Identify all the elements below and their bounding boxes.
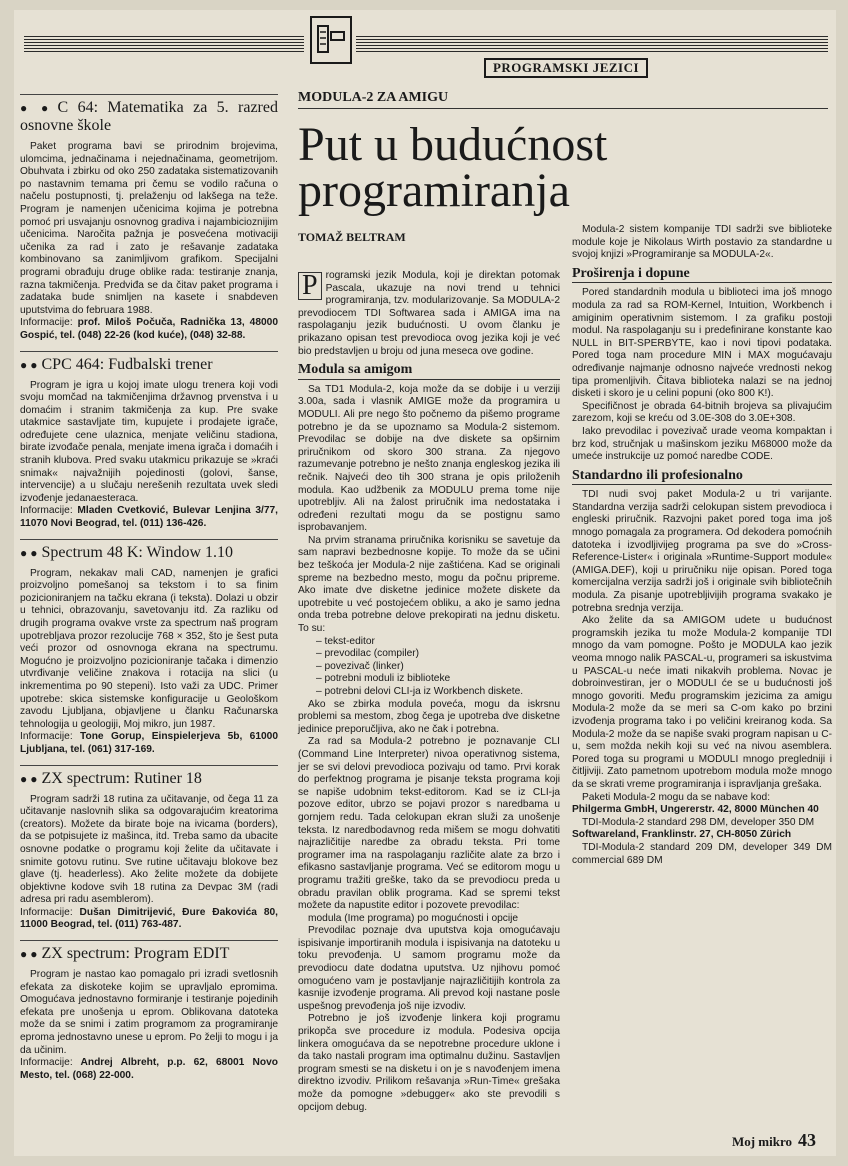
header-rule-left: [24, 34, 304, 52]
subheading-standard: Standardno ili profesionalno: [572, 470, 832, 486]
paragraph: Prevodilac poznaje dva uputstva koja omogućavaju ispisivanje importiranih modula i ispisivanja na datoteku u toku prevođenja. U samom programu može da prevodiocu date dodatna uputstva. Uz njihovu pomoć omogućeno vam je postavljanje najrazličitijih kontrola za kasnije izvođenje programa. Ali prevod koji nastane posle uspešnog prevođenja još nije izvodiv.: [298, 925, 560, 1012]
article-column-middle: [298, 270, 560, 1114]
paragraph: Modula-2 sistem kompanije TDI sadrži sve biblioteke module koje je Nikolaus Wirth postavio za standardne u svojoj knjizi »Programiranje sa MODULA-2«.: [572, 224, 832, 261]
article-intro: P rogramski jezik Modula, koji je direktan potomak Pascala, ukazuje na novi trend u tehnici programiranja, tzv. modularizovanje. Sa MODULA-2 prevodiocem TDI Softwarea sada i AMIGA ima na raspolaganju jezik budućnosti. U ovom članku je prikazano opisan test prevodioca ovog jezika koji je već bio predstavljen u broju od juna meseca ove godine.: [298, 270, 560, 357]
paragraph: Specifičnost je obrada 64-bitnih brojeva sa plivajućim zarezom, koji se kreću od 3.0E-308 do 3.0E+308.: [572, 400, 832, 425]
paragraph: Sa TD1 Modula-2, koja može da se dobije i u verziji 3.00a, sada i vlasnik AMIGE može da programira u MODULI. Ali pre nego što počnemo da pišemo programe potrebno je da se upoznamo sa Modula-2 sistemom. Prevodilac se dobije na dve diskete sa opširnim priručnikom od skoro 300 strana. Za njegovo razumevanje potrebno je nešto znanja engleskog jezika ili rečnik. Najveći deo tih 300 strana je opis priloženih modula. Kao udžbenik za MODULU prema tome nije upotrebljiv. Ali na žalost priručnik ima nedostataka i određeni rezultati mogu da se postignu samo isprobavanjem.: [298, 383, 560, 534]
magazine-page: [14, 10, 836, 1156]
section-label: PROGRAMSKI JEZICI: [484, 58, 648, 78]
item-info: Informacije: prof. Miloš Počuča, Radnička 13, 48000 Gospić, tel. (048) 22-26 (kod kuće), (048) 32-88.: [20, 317, 278, 341]
bullet-icon: ● ●: [20, 947, 38, 962]
list-item: [20, 351, 278, 531]
magazine-name: Moj mikro: [731, 1134, 792, 1149]
item-title: ● ● C 64: Matematika za 5. razred osnovne škole: [20, 94, 278, 135]
list-item: – tekst-editor: [316, 636, 560, 649]
vendor-address: Philgerma GmbH, Ungererstr. 42, 8000 München 40: [572, 804, 819, 816]
paragraph: Na prvim stranama priručnika korisniku se savetuje da sam napravi bezbednosne kopije. To može da se učini bez teškoća jer Modula-2 nije zaštićena. Kad se originali spreme na bezbedno mesto, mogu da počnu pripreme. Ako imate dve disketne jedinice možete diskete da upotrebite u već postojećem obliku, a ako je samo jedna onda treba potrebne delove prekopirati na jednu disketu. To su:: [298, 534, 560, 635]
section-logo-icon: [310, 16, 352, 64]
list-item: – potrebni moduli iz biblioteke: [316, 673, 560, 686]
bullet-icon: ● ●: [20, 101, 54, 115]
vendor-prices: TDI-Modula-2 standard 209 DM, developer 349 DM commercial 689 DM: [572, 841, 832, 866]
list-item: [20, 765, 278, 933]
list-item: [20, 94, 278, 343]
item-body: Program je nastao kao pomagalo pri izradi svetlosnih efekata za diskoteke kojim se upravljalo epromima. Omogućava jednostavno formiranje i testiranje pojedinih efekata pre unošenja u eprom. Oblikovana datoteka može da se snimi i zatim programom za programiranje eproma jednostavno unese u eprom. Po želji to mogu i ja da učinim.: [20, 969, 278, 1056]
item-body: Program je igra u kojoj imate ulogu trenera koji vodi svoju momčad na takmičenjima državnog prvenstva i u domaćim i stranim takmičenja za kup. Pre svake utakmice sastavljate tim, kupujete i prodajete igrače, određujete cene ulaznica, menjate veličinu stadiona, birate izvođače penala, menjate imena igrača i domaćih i stranih klubova. Pred svaku utakmicu prikazuje se »kraći snimak« najvažnijih pojedinosti (golovi, šanse, intervencije) a u slučaju nerešenih rezultata uvek sledi izvođenje jedanaesteraca.: [20, 379, 278, 504]
paragraph: Ako se zbirka modula poveća, mogu da iskrsnu problemi sa mestom, zbog čega je upotreba dve disketne jedinice preporučljiva, ako ne čak i potrebna.: [298, 698, 560, 735]
item-title: ● ● ZX spectrum: Program EDIT: [20, 940, 278, 963]
vendor-address: Softwareland, Franklinstr. 27, CH-8050 Zürich: [572, 829, 792, 841]
article-author: TOMAŽ BELTRAM: [298, 230, 406, 244]
item-title: ● ● ZX spectrum: Rutiner 18: [20, 765, 278, 788]
article-headline: Put u budućnost programiranja: [298, 118, 608, 217]
item-info: Informacije: Andrej Albreht, p.p. 62, 68001 Novo Mesto, tel. (068) 22-000.: [20, 1057, 279, 1081]
list-item: – potrebni delovi CLI-ja iz Workbench diskete.: [316, 686, 560, 699]
header-rule-right: [356, 34, 828, 52]
subheading-amiga: Modula sa amigom: [298, 364, 560, 380]
item-body: Program sadrži 18 rutina za učitavanje, od čega 11 za učitavanje naslovnih slika sa odgovarajućim kreatorima (creators). Možete da birate boje na ivicama (borders), da se potpisujete iz mašinca, itd. Treba samo da ubacite osnovne podatke o programu koji želite da učitavate i snimite gotovu rutinu. Sve rutine učitavaju blokove bez glave (tj. headerless). Ako želite možete da dobijete objektivne kodove svih 18 rutina za Devpac 3M (radi adresa pri radu asemblerom).: [20, 793, 278, 906]
bullet-icon: ● ●: [20, 545, 38, 560]
page-number: 43: [798, 1130, 816, 1150]
list-item: [20, 539, 278, 757]
dropcap: P: [298, 272, 322, 300]
paragraph: Pored standardnih modula u biblioteci ima još mnogo modula za rad sa ROM-Kernel, Intuition, Workbench i amiginim operativnim sistemom. I za grafiku postoji modul. Na raspolaganju su i predefinirane konstante kao NULL in BIT-SPERBYTE, kao i novi tipovi podataka. Pored toga nam procedure MIN i MAX mogućavaju određivanje najmanje odnosno najveće vrednosti nekog tipa promenljivih. Čitava biblioteka nalazi se na jednoj disketi i skoro je u celini popuni (oko 800 K!).: [572, 287, 832, 400]
item-title: ● ● CPC 464: Fudbalski trener: [20, 351, 278, 374]
item-info: Informacije: Mladen Cvetković, Bulevar Lenjina 3/77, 11070 Novi Beograd, tel. (011) 136-426.: [20, 505, 278, 530]
list-item: [20, 940, 278, 1082]
bullet-icon: ● ●: [20, 357, 38, 372]
paragraph: Paketi Modula-2 mogu da se nabave kod:: [582, 791, 771, 803]
bullet-icon: ● ●: [20, 771, 38, 786]
software-shorts-column: [20, 92, 278, 1090]
paragraph: Ako želite da sa AMIGOM udete u budućnost programskih jezika tu može Modula-2 kompanije TDI mnogo da vam pomogne. Pošto je MODULA kao jezik veoma mnogo nalik PASCAL-u, programeri sa iskustvima u PASCAL-u neće imati nikakvih problema. Novac je dobroinvestiran, jer o MODULI će se u budućnosti još mnogo govoriti. Među programskim jezicima za amigu Modula-2 može da se meri sa C-om kako po brzini izvođenja programa tako i po veličini kreiranog koda. Sa Modula-2 može da se napiše svaki program napisan u C-u, sem možda nekih koji su već na nivou asemblera. Pored toga su programi u MODULI mnogo pregledniji i čitljiviji. Zato pametnom upotrebom modula može mnogo da se skrati vreme programiranja i ispravljanja grešaka.: [572, 615, 832, 790]
item-info: Informacije: Dušan Dimitrijević, Đure Đakovića 80, 11000 Beograd, tel. (011) 763-487.: [20, 906, 278, 931]
list-item: – povezivač (linker): [316, 661, 560, 674]
item-info: Informacije: Tone Gorup, Einspielerjeva 5b, 61000 Ljubljana, tel. (061) 317-169.: [20, 731, 278, 755]
page-footer: [732, 1130, 816, 1151]
paragraph: Za rad sa Modula-2 potrebno je poznavanje CLI (Command Line Interpreter) nivoa operativnog sistema, jer se svi delovi prevodioca pozivaju od tamo. Prvi korak do perfektnog programa je pisanje teksta programa koji se napiše udobnim tekst-editorom. Kad se iz CLI-ja pozove editor, ubrzo se pojavi prozor s naredbama u gornjem redu. Tada celokupan ekran služi za unošenje teksta. Iz naredbodavnog reda mišem se mogu dohvatiti najrazličitije naredbe za obradu teksta. Pri tome programer ima na raspolaganju različite alate za brzo i efikasno sastavljanje programa. Već se editorom mogu u programu tražiti greške, tako da se prevodiocu preda u obradu pravilan oblik programa. Kad se spremi tekst možete da napustite editor i pozovete prevodilac:: [298, 736, 560, 912]
subheading-extensions: Proširenja i dopune: [572, 268, 832, 284]
paragraph: TDI nudi svoj paket Modula-2 u tri varijante. Standardna verzija sadrži celokupan sistem prevodioca i engleski priručnik. Razvojni paket pored toga ima još mnogo pomagala za programera. Od dekodera pomoćnih datoteka i izvodljivijeg programa pa sve do »Cross-Reference-Lister« i originala »Runtime-Support module« (AMIGA.DEF), koji u priručniku nije opisan. Pored toga komercijalna verzija sadrži još i originale svih bibliotečnih modula. Za pisanje upotrebljivijih programa svakako je potrebna srednja verzija.: [572, 489, 832, 614]
item-title: ● ● Spectrum 48 K: Window 1.10: [20, 539, 278, 562]
list-item: – prevodilac (compiler): [316, 648, 560, 661]
components-list: [298, 636, 560, 699]
article-column-right: [572, 224, 832, 867]
paragraph: Iako prevodilac i povezivač urade veoma kompaktan i brz kod, stručnjak u mašinskom jeziku M68000 može da umeće instrukcije uz pomoć naredbe CODE.: [572, 425, 832, 463]
vendor-prices: TDI-Modula-2 standard 298 DM, developer 350 DM: [582, 816, 815, 828]
item-body: Program, nekakav mali CAD, namenjen je grafici proizvoljno pomešanoj sa tekstom i to sa finim pozicioniranjem na tačku ekrana (i teksta). Dolazi u obzir u tehnici, obrazovanju, savetovanju itd. Za razliku od drugih programa ovakve vrste za spectrum naš program upotrebljava prozor rezolucije 768 × 352, što je šest puta veći prozor od osnovnoga ekrana na spectrumu. Mogućno je proizvoljno pozicioniranje tačaka i dimenzio utvrđivanje veličine znakova i rotacija na slici (u inkrementima po 90 stepeni). Isto važi za UDC. Primer upotrebe: skica sistemske konfiguracije u Geološkom zavodu Ljubljana, objavljene u članku Računarska tehnologija u geologiji, Moj mikro, jun 1987.: [20, 567, 278, 730]
item-body: Paket programa bavi se prirodnim brojevima, ulomcima, jednačinama i nejednačinama, geometrijom. Obuhvata i zbirku od oko 250 zadataka sistematizovanih po nastavnim temama pri čemu se vodilo računa o načelu postupnosti, tj. prelaženju od lakšega na teže. Program je namenjen učenicima kojima je potrebna pomoć pri usvajanju osnovnog gradiva i najambicioznijim učenicima. Naročita pažnja je posvećena motivaciji učenika za rad i zato je rešavanje zadataka kombinovano sa zanimljivom grafikom. Specijalni programi obrađuju druge oblike rada: testiranje znanja, razna takmičenja. Predviđa se da čitav paket programa i zadataka bude snimljen na kasete i snabdeven uputstvima do februara 1988.: [20, 141, 278, 316]
article-kicker: MODULA-2 ZA AMIGU: [298, 90, 828, 109]
paragraph: modula (Ime programa) po mogućnosti i opcije: [308, 912, 519, 924]
paragraph: Potrebno je još izvođenje linkera koji programu prikopča sve procedure iz modula. Podesiva opcija linkera omogućava da se nepotrebne procedure uklone i da tako nastali program ima optimalnu dužinu. Sastavljen program smesti se na disketu i on je s navođenjem imena direktno izvodiv. Prilikom rešavanja »Run-Time« grešaka može da pomogne »debugger« ako ste prevodili s opcijom debug.: [298, 1013, 560, 1113]
